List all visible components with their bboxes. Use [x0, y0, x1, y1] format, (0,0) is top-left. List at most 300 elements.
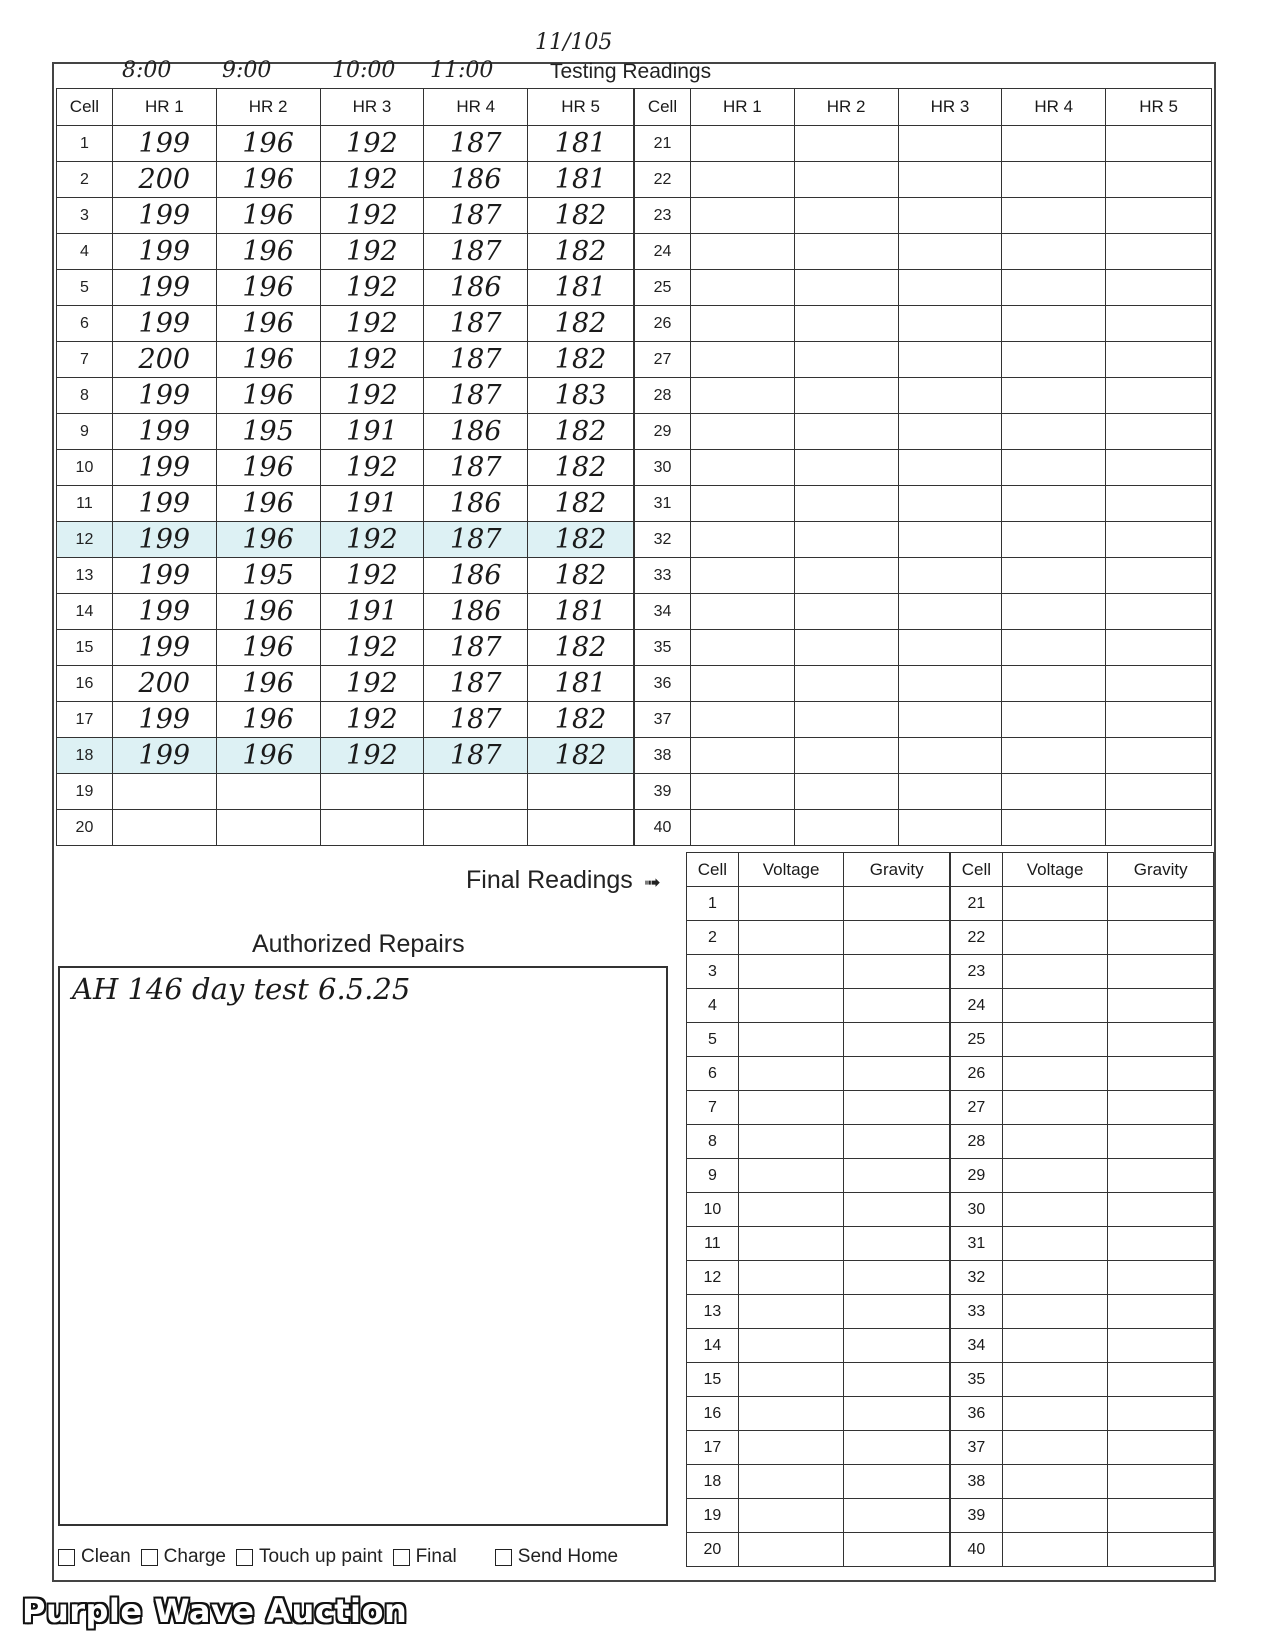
reading-hr5[interactable]: 183 — [528, 378, 634, 414]
gravity-field[interactable] — [1108, 1397, 1214, 1431]
reading-hr5[interactable]: 182 — [528, 306, 634, 342]
voltage-field[interactable] — [1002, 1023, 1108, 1057]
reading-hr1[interactable] — [690, 738, 794, 774]
reading-hr2[interactable] — [794, 486, 898, 522]
gravity-field[interactable] — [1108, 887, 1214, 921]
reading-hr4[interactable] — [1002, 378, 1106, 414]
reading-hr1[interactable] — [690, 594, 794, 630]
final-checkbox[interactable] — [393, 1546, 457, 1568]
voltage-field[interactable] — [738, 1023, 844, 1057]
reading-hr2[interactable] — [794, 414, 898, 450]
reading-hr2[interactable] — [794, 306, 898, 342]
gravity-field[interactable] — [1108, 955, 1214, 989]
voltage-field[interactable] — [738, 1533, 844, 1567]
reading-hr4[interactable] — [1002, 810, 1106, 846]
reading-hr3[interactable]: 192 — [320, 162, 424, 198]
reading-hr4[interactable]: 186 — [424, 162, 528, 198]
reading-hr3[interactable]: 191 — [320, 414, 424, 450]
reading-hr3[interactable] — [898, 378, 1002, 414]
reading-hr3[interactable] — [898, 162, 1002, 198]
reading-hr5[interactable] — [1106, 414, 1212, 450]
table-row — [687, 1159, 950, 1193]
voltage-field[interactable] — [738, 1125, 844, 1159]
reading-hr4[interactable] — [1002, 702, 1106, 738]
voltage-field[interactable] — [738, 1431, 844, 1465]
reading-hr5[interactable]: 181 — [528, 594, 634, 630]
reading-hr2[interactable] — [794, 522, 898, 558]
reading-hr1[interactable] — [690, 306, 794, 342]
reading-hr4[interactable] — [1002, 774, 1106, 810]
reading-hr1[interactable]: 199 — [112, 594, 216, 630]
reading-hr3[interactable]: 192 — [320, 522, 424, 558]
reading-hr4[interactable]: 187 — [424, 666, 528, 702]
reading-hr2[interactable]: 196 — [216, 666, 320, 702]
reading-hr1[interactable]: 200 — [112, 666, 216, 702]
reading-hr5[interactable] — [1106, 774, 1212, 810]
reading-hr5[interactable]: 182 — [528, 702, 634, 738]
reading-hr3[interactable] — [320, 810, 424, 846]
reading-hr2[interactable] — [794, 162, 898, 198]
reading-hr2[interactable] — [794, 702, 898, 738]
gravity-field[interactable] — [1108, 1499, 1214, 1533]
watermark-logo: Purple Wave Auction — [22, 1592, 408, 1630]
gravity-field[interactable] — [844, 1465, 950, 1499]
checkbox-icon[interactable] — [495, 1549, 512, 1566]
voltage-field[interactable] — [1002, 1431, 1108, 1465]
voltage-field[interactable] — [1002, 1125, 1108, 1159]
reading-hr5[interactable] — [1106, 522, 1212, 558]
reading-hr1[interactable] — [690, 198, 794, 234]
voltage-field[interactable] — [1002, 887, 1108, 921]
gravity-field[interactable] — [844, 1397, 950, 1431]
reading-hr2[interactable]: 196 — [216, 486, 320, 522]
reading-hr2[interactable] — [794, 810, 898, 846]
voltage-field[interactable] — [1002, 1091, 1108, 1125]
reading-hr4[interactable] — [1002, 522, 1106, 558]
reading-hr2[interactable] — [794, 558, 898, 594]
reading-hr5[interactable]: 181 — [528, 666, 634, 702]
gravity-field[interactable] — [1108, 1159, 1214, 1193]
voltage-field[interactable] — [1002, 1533, 1108, 1567]
voltage-field[interactable] — [1002, 1465, 1108, 1499]
reading-hr1[interactable] — [690, 666, 794, 702]
reading-hr3[interactable]: 192 — [320, 450, 424, 486]
send-home-checkbox[interactable] — [495, 1546, 618, 1568]
reading-hr3[interactable]: 192 — [320, 378, 424, 414]
reading-hr4[interactable] — [1002, 270, 1106, 306]
reading-hr3[interactable] — [898, 306, 1002, 342]
reading-hr4[interactable] — [1002, 306, 1106, 342]
reading-hr4[interactable] — [424, 774, 528, 810]
gravity-field[interactable] — [844, 1261, 950, 1295]
gravity-field[interactable] — [1108, 1533, 1214, 1567]
voltage-field[interactable] — [1002, 1193, 1108, 1227]
reading-hr3[interactable] — [898, 702, 1002, 738]
reading-hr3[interactable]: 192 — [320, 558, 424, 594]
reading-hr4[interactable]: 187 — [424, 378, 528, 414]
gravity-field[interactable] — [844, 1057, 950, 1091]
voltage-field[interactable] — [1002, 1397, 1108, 1431]
table-row — [951, 1465, 1214, 1499]
reading-hr5[interactable] — [528, 810, 634, 846]
reading-hr5[interactable] — [1106, 450, 1212, 486]
reading-hr1[interactable]: 199 — [112, 630, 216, 666]
reading-hr5[interactable]: 182 — [528, 414, 634, 450]
reading-hr1[interactable] — [690, 234, 794, 270]
reading-hr5[interactable]: 182 — [528, 738, 634, 774]
reading-hr3[interactable] — [898, 594, 1002, 630]
gravity-field[interactable] — [844, 1363, 950, 1397]
reading-hr2[interactable] — [794, 342, 898, 378]
reading-hr1[interactable]: 199 — [112, 270, 216, 306]
voltage-field[interactable] — [1002, 921, 1108, 955]
reading-hr1[interactable] — [112, 810, 216, 846]
reading-hr5[interactable]: 182 — [528, 558, 634, 594]
voltage-field[interactable] — [738, 887, 844, 921]
voltage-field[interactable] — [1002, 1329, 1108, 1363]
gravity-field[interactable] — [1108, 1465, 1214, 1499]
reading-hr4[interactable] — [1002, 558, 1106, 594]
reading-hr5[interactable] — [528, 774, 634, 810]
reading-hr3[interactable]: 192 — [320, 702, 424, 738]
reading-hr1[interactable] — [690, 450, 794, 486]
reading-hr5[interactable]: 182 — [528, 342, 634, 378]
gravity-field[interactable] — [844, 1431, 950, 1465]
voltage-field[interactable] — [738, 1465, 844, 1499]
reading-hr1[interactable] — [690, 378, 794, 414]
reading-hr3[interactable]: 192 — [320, 666, 424, 702]
reading-hr3[interactable] — [898, 558, 1002, 594]
reading-hr2[interactable]: 196 — [216, 198, 320, 234]
reading-hr4[interactable] — [1002, 738, 1106, 774]
reading-hr1[interactable] — [690, 162, 794, 198]
reading-hr2[interactable] — [216, 774, 320, 810]
reading-hr1[interactable]: 199 — [112, 738, 216, 774]
reading-hr3[interactable] — [898, 126, 1002, 162]
table-row — [951, 1499, 1214, 1533]
touch-up-paint-checkbox[interactable] — [236, 1546, 383, 1568]
reading-hr5[interactable] — [1106, 270, 1212, 306]
reading-hr3[interactable] — [898, 666, 1002, 702]
reading-hr1[interactable]: 199 — [112, 702, 216, 738]
reading-hr2[interactable]: 196 — [216, 162, 320, 198]
voltage-field[interactable] — [738, 1057, 844, 1091]
checkbox-icon[interactable] — [236, 1549, 253, 1566]
gravity-field[interactable] — [1108, 1227, 1214, 1261]
reading-hr1[interactable] — [690, 126, 794, 162]
reading-hr3[interactable] — [898, 774, 1002, 810]
reading-hr5[interactable] — [1106, 486, 1212, 522]
reading-hr2[interactable]: 196 — [216, 270, 320, 306]
reading-hr5[interactable]: 182 — [528, 234, 634, 270]
reading-hr1[interactable] — [690, 414, 794, 450]
checkbox-icon[interactable] — [141, 1549, 158, 1566]
reading-hr1[interactable] — [690, 522, 794, 558]
reading-hr5[interactable] — [1106, 342, 1212, 378]
reading-hr2[interactable]: 196 — [216, 522, 320, 558]
gravity-field[interactable] — [844, 887, 950, 921]
reading-hr1[interactable] — [112, 774, 216, 810]
reading-hr5[interactable] — [1106, 378, 1212, 414]
reading-hr3[interactable] — [898, 450, 1002, 486]
reading-hr2[interactable] — [216, 810, 320, 846]
reading-hr5[interactable] — [1106, 630, 1212, 666]
reading-hr3[interactable]: 192 — [320, 630, 424, 666]
gravity-field[interactable] — [1108, 1261, 1214, 1295]
reading-hr3[interactable]: 192 — [320, 126, 424, 162]
reading-hr2[interactable]: 196 — [216, 702, 320, 738]
gravity-field[interactable] — [1108, 1057, 1214, 1091]
voltage-field[interactable] — [738, 1329, 844, 1363]
voltage-field[interactable] — [738, 921, 844, 955]
reading-hr2[interactable]: 196 — [216, 126, 320, 162]
reading-hr4[interactable] — [424, 810, 528, 846]
reading-hr4[interactable]: 187 — [424, 126, 528, 162]
voltage-field[interactable] — [1002, 1499, 1108, 1533]
reading-hr4[interactable]: 186 — [424, 414, 528, 450]
gravity-field[interactable] — [844, 1533, 950, 1567]
reading-hr2[interactable] — [794, 378, 898, 414]
reading-hr2[interactable]: 196 — [216, 450, 320, 486]
reading-hr1[interactable]: 199 — [112, 234, 216, 270]
voltage-field[interactable] — [1002, 1057, 1108, 1091]
reading-hr1[interactable]: 199 — [112, 198, 216, 234]
reading-hr1[interactable]: 200 — [112, 342, 216, 378]
reading-hr1[interactable]: 199 — [112, 126, 216, 162]
reading-hr3[interactable]: 192 — [320, 234, 424, 270]
gravity-field[interactable] — [844, 1125, 950, 1159]
voltage-field[interactable] — [1002, 955, 1108, 989]
reading-hr4[interactable] — [1002, 198, 1106, 234]
reading-hr3[interactable] — [898, 630, 1002, 666]
reading-hr1[interactable]: 199 — [112, 558, 216, 594]
reading-hr4[interactable]: 187 — [424, 198, 528, 234]
reading-hr5[interactable]: 182 — [528, 450, 634, 486]
reading-hr4[interactable] — [1002, 450, 1106, 486]
gravity-field[interactable] — [1108, 1363, 1214, 1397]
reading-hr1[interactable]: 199 — [112, 522, 216, 558]
reading-hr1[interactable]: 199 — [112, 486, 216, 522]
reading-hr2[interactable]: 196 — [216, 378, 320, 414]
voltage-field[interactable] — [738, 1261, 844, 1295]
voltage-field[interactable] — [1002, 1227, 1108, 1261]
gravity-field[interactable] — [844, 989, 950, 1023]
clean-checkbox[interactable] — [58, 1546, 131, 1568]
voltage-field[interactable] — [1002, 989, 1108, 1023]
reading-hr3[interactable]: 191 — [320, 594, 424, 630]
gravity-field[interactable] — [844, 1091, 950, 1125]
reading-hr2[interactable] — [794, 738, 898, 774]
reading-hr1[interactable] — [690, 486, 794, 522]
reading-hr4[interactable]: 187 — [424, 738, 528, 774]
gravity-field[interactable] — [1108, 1329, 1214, 1363]
reading-hr1[interactable] — [690, 810, 794, 846]
reading-hr4[interactable] — [1002, 342, 1106, 378]
reading-hr3[interactable] — [898, 522, 1002, 558]
reading-hr4[interactable]: 186 — [424, 594, 528, 630]
reading-hr3[interactable]: 192 — [320, 738, 424, 774]
reading-hr4[interactable]: 187 — [424, 630, 528, 666]
gravity-field[interactable] — [1108, 989, 1214, 1023]
reading-hr5[interactable]: 181 — [528, 126, 634, 162]
reading-hr5[interactable] — [1106, 162, 1212, 198]
reading-hr5[interactable]: 182 — [528, 486, 634, 522]
reading-hr2[interactable] — [794, 270, 898, 306]
reading-hr3[interactable] — [898, 198, 1002, 234]
gravity-field[interactable] — [1108, 1023, 1214, 1057]
voltage-field[interactable] — [738, 1091, 844, 1125]
gravity-field[interactable] — [844, 921, 950, 955]
reading-hr4[interactable] — [1002, 666, 1106, 702]
gravity-field[interactable] — [844, 1329, 950, 1363]
gravity-field[interactable] — [844, 1295, 950, 1329]
reading-hr4[interactable]: 187 — [424, 450, 528, 486]
gravity-field[interactable] — [1108, 1125, 1214, 1159]
reading-hr4[interactable] — [1002, 630, 1106, 666]
reading-hr2[interactable]: 196 — [216, 342, 320, 378]
reading-hr4[interactable] — [1002, 414, 1106, 450]
table-row — [57, 450, 634, 486]
reading-hr4[interactable]: 186 — [424, 270, 528, 306]
reading-hr5[interactable] — [1106, 198, 1212, 234]
reading-hr4[interactable]: 186 — [424, 486, 528, 522]
reading-hr3[interactable]: 192 — [320, 198, 424, 234]
reading-hr4[interactable]: 186 — [424, 558, 528, 594]
reading-hr5[interactable] — [1106, 306, 1212, 342]
reading-hr1[interactable] — [690, 774, 794, 810]
reading-hr5[interactable] — [1106, 702, 1212, 738]
reading-hr3[interactable] — [898, 414, 1002, 450]
reading-hr2[interactable]: 195 — [216, 414, 320, 450]
voltage-field[interactable] — [738, 955, 844, 989]
reading-hr4[interactable] — [1002, 594, 1106, 630]
reading-hr5[interactable]: 181 — [528, 162, 634, 198]
reading-hr3[interactable]: 192 — [320, 306, 424, 342]
reading-hr2[interactable] — [794, 594, 898, 630]
reading-hr4[interactable]: 187 — [424, 702, 528, 738]
voltage-field[interactable] — [738, 1397, 844, 1431]
voltage-field[interactable] — [1002, 1261, 1108, 1295]
reading-hr5[interactable]: 182 — [528, 198, 634, 234]
voltage-field[interactable] — [738, 1499, 844, 1533]
reading-hr3[interactable] — [320, 774, 424, 810]
reading-hr2[interactable]: 195 — [216, 558, 320, 594]
voltage-field[interactable] — [738, 989, 844, 1023]
reading-hr5[interactable] — [1106, 810, 1212, 846]
reading-hr4[interactable] — [1002, 234, 1106, 270]
voltage-field[interactable] — [738, 1363, 844, 1397]
reading-hr1[interactable]: 199 — [112, 378, 216, 414]
gravity-field[interactable] — [844, 1159, 950, 1193]
gravity-field[interactable] — [1108, 1193, 1214, 1227]
reading-hr2[interactable] — [794, 630, 898, 666]
reading-hr3[interactable]: 192 — [320, 270, 424, 306]
reading-hr1[interactable] — [690, 702, 794, 738]
reading-hr4[interactable] — [1002, 162, 1106, 198]
reading-hr5[interactable] — [1106, 126, 1212, 162]
reading-hr4[interactable] — [1002, 126, 1106, 162]
reading-hr1[interactable]: 199 — [112, 450, 216, 486]
reading-hr3[interactable]: 191 — [320, 486, 424, 522]
reading-hr5[interactable] — [1106, 666, 1212, 702]
gravity-field[interactable] — [844, 1193, 950, 1227]
reading-hr2[interactable]: 196 — [216, 594, 320, 630]
gravity-field[interactable] — [1108, 921, 1214, 955]
reading-hr2[interactable] — [794, 450, 898, 486]
checkbox-icon[interactable] — [393, 1549, 410, 1566]
voltage-field[interactable] — [738, 1295, 844, 1329]
voltage-field[interactable] — [738, 1193, 844, 1227]
reading-hr3[interactable] — [898, 342, 1002, 378]
voltage-field[interactable] — [738, 1227, 844, 1261]
voltage-field[interactable] — [1002, 1295, 1108, 1329]
reading-hr4[interactable]: 187 — [424, 522, 528, 558]
gravity-field[interactable] — [1108, 1295, 1214, 1329]
reading-hr5[interactable] — [1106, 558, 1212, 594]
reading-hr3[interactable] — [898, 486, 1002, 522]
table-row — [687, 1193, 950, 1227]
reading-hr1[interactable]: 199 — [112, 414, 216, 450]
voltage-field[interactable] — [738, 1159, 844, 1193]
authorized-repairs-box[interactable] — [58, 966, 668, 1526]
voltage-field[interactable] — [1002, 1159, 1108, 1193]
reading-hr1[interactable] — [690, 630, 794, 666]
reading-hr2[interactable]: 196 — [216, 738, 320, 774]
reading-hr3[interactable] — [898, 270, 1002, 306]
reading-hr1[interactable] — [690, 270, 794, 306]
reading-hr5[interactable]: 182 — [528, 522, 634, 558]
reading-hr1[interactable] — [690, 558, 794, 594]
reading-hr5[interactable] — [1106, 594, 1212, 630]
reading-hr2[interactable] — [794, 666, 898, 702]
reading-hr4[interactable]: 187 — [424, 234, 528, 270]
reading-hr5[interactable]: 181 — [528, 270, 634, 306]
gravity-field[interactable] — [844, 955, 950, 989]
cell-number: 12 — [687, 1261, 739, 1295]
reading-hr5[interactable] — [1106, 234, 1212, 270]
reading-hr5[interactable]: 182 — [528, 630, 634, 666]
reading-hr2[interactable] — [794, 774, 898, 810]
gravity-field[interactable] — [844, 1227, 950, 1261]
reading-hr2[interactable]: 196 — [216, 630, 320, 666]
reading-hr2[interactable]: 196 — [216, 234, 320, 270]
reading-hr1[interactable]: 200 — [112, 162, 216, 198]
reading-hr1[interactable]: 199 — [112, 306, 216, 342]
reading-hr3[interactable] — [898, 810, 1002, 846]
reading-hr2[interactable] — [794, 126, 898, 162]
voltage-field[interactable] — [1002, 1363, 1108, 1397]
reading-hr2[interactable] — [794, 234, 898, 270]
reading-hr2[interactable]: 196 — [216, 306, 320, 342]
reading-hr4[interactable]: 187 — [424, 306, 528, 342]
reading-hr2[interactable] — [794, 198, 898, 234]
reading-hr3[interactable]: 192 — [320, 342, 424, 378]
reading-hr1[interactable] — [690, 342, 794, 378]
charge-checkbox[interactable] — [141, 1546, 226, 1568]
gravity-field[interactable] — [844, 1499, 950, 1533]
reading-hr3[interactable] — [898, 738, 1002, 774]
testing-readings-title: Testing Readings — [550, 60, 712, 83]
gravity-field[interactable] — [844, 1023, 950, 1057]
checkbox-icon[interactable] — [58, 1549, 75, 1566]
gravity-field[interactable] — [1108, 1431, 1214, 1465]
reading-hr5[interactable] — [1106, 738, 1212, 774]
gravity-field[interactable] — [1108, 1091, 1214, 1125]
reading-hr3[interactable] — [898, 234, 1002, 270]
reading-hr4[interactable] — [1002, 486, 1106, 522]
reading-hr4[interactable]: 187 — [424, 342, 528, 378]
cell-number: 35 — [951, 1363, 1003, 1397]
